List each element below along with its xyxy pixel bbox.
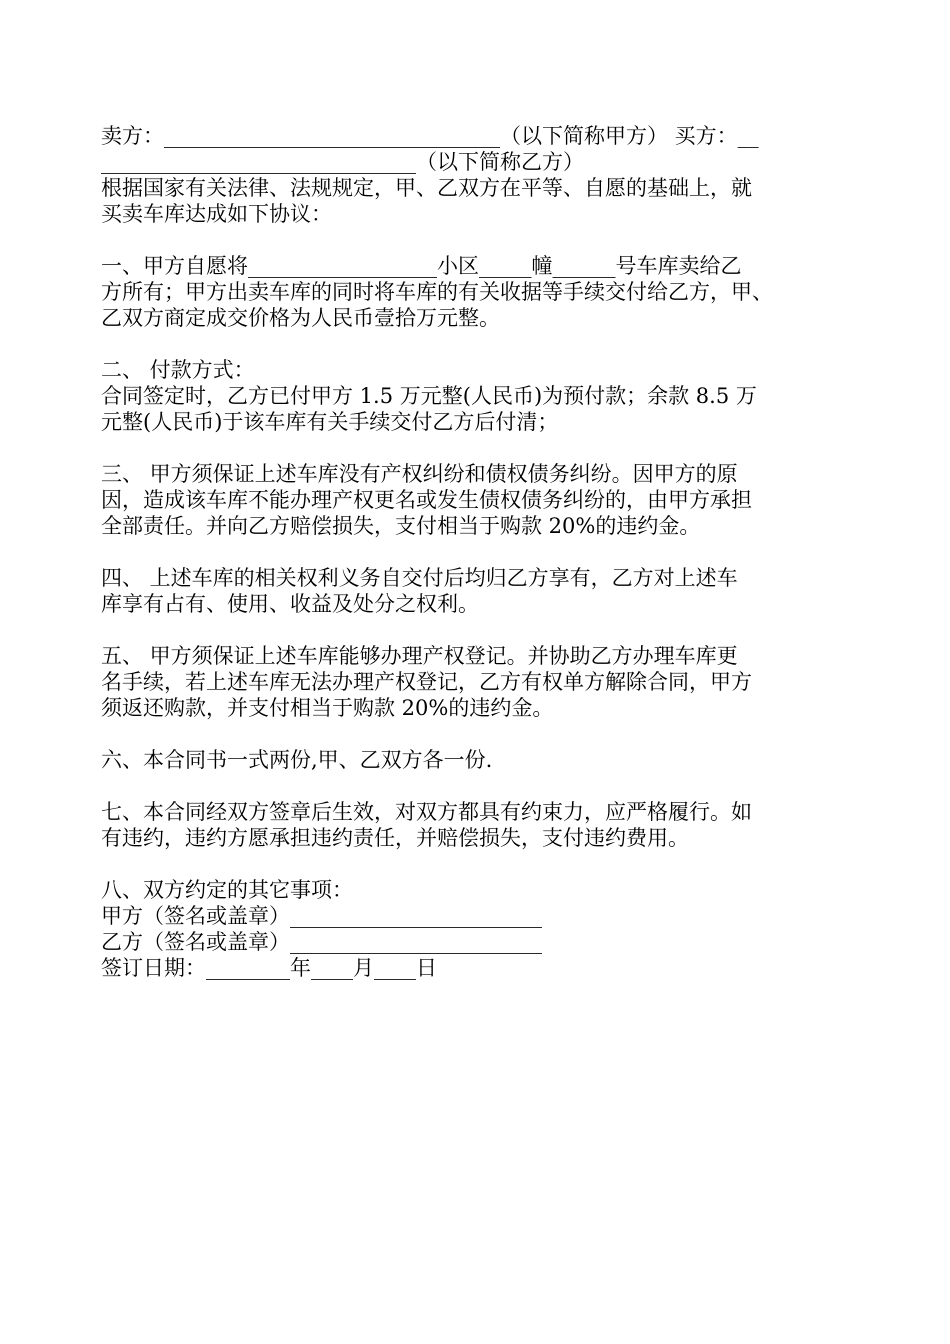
- preamble-line-1: 根据国家有关法律、法规规定，甲、乙双方在平等、自愿的基础上，就: [101, 176, 752, 200]
- paragraph-spacer: [101, 617, 851, 643]
- buyer-continuation-line: ______________________________（以下简称乙方）: [101, 150, 584, 174]
- clause-5-line-1: 五、 甲方须保证上述车库能够办理产权登记。并协助乙方办理车库更: [101, 644, 738, 668]
- party-a-signature-line: 甲方（签名或盖章）________________________: [101, 904, 542, 928]
- contract-document: [101, 123, 851, 981]
- paragraph-spacer: [101, 539, 851, 565]
- clause-6-line-1: 六、本合同书一式两份,甲、乙双方各一份.: [101, 748, 493, 772]
- clause-5-line-3: 须返还购款，并支付相当于购款 20%的违约金。: [101, 696, 554, 720]
- paragraph-spacer: [101, 227, 851, 253]
- paragraph-spacer: [101, 331, 851, 357]
- party-b-signature-line: 乙方（签名或盖章）________________________: [101, 930, 542, 954]
- seller-buyer-line: 卖方：________________________________（以下简称甲方） 买方：__: [101, 124, 759, 148]
- clause-8-heading: 八、双方约定的其它事项：: [101, 878, 353, 902]
- paragraph-spacer: [101, 773, 851, 799]
- clause-1-line-3: 乙双方商定成交价格为人民币壹拾万元整。: [101, 306, 500, 330]
- clause-3-line-1: 三、 甲方须保证上述车库没有产权纠纷和债权债务纠纷。因甲方的原: [101, 462, 738, 486]
- paragraph-spacer: [101, 435, 851, 461]
- clause-3-line-2: 因，造成该车库不能办理产权更名或发生债权债务纠纷的，由甲方承担: [101, 488, 752, 512]
- clause-2-heading: 二、 付款方式：: [101, 358, 255, 382]
- clause-7-line-2: 有违约，违约方愿承担违约责任，并赔偿损失，支付违约费用。: [101, 826, 689, 850]
- clause-5-line-2: 名手续，若上述车库无法办理产权登记，乙方有权单方解除合同，甲方: [101, 670, 752, 694]
- preamble-line-2: 买卖车库达成如下协议：: [101, 202, 332, 226]
- paragraph-spacer: [101, 721, 851, 747]
- signing-date-line: 签订日期：________年____月____日: [101, 956, 437, 980]
- paragraph-spacer: [101, 851, 851, 877]
- clause-7-line-1: 七、本合同经双方签章后生效，对双方都具有约束力，应严格履行。如: [101, 800, 752, 824]
- clause-2-line-1: 合同签定时，乙方已付甲方 1.5 万元整(人民币)为预付款；余款 8.5 万: [101, 384, 757, 408]
- clause-4-line-1: 四、 上述车库的相关权利义务自交付后均归乙方享有，乙方对上述车: [101, 566, 738, 590]
- clause-1-line-1: 一、甲方自愿将__________________小区_____幢______号车库卖给乙: [101, 254, 742, 278]
- clause-4-line-2: 库享有占有、使用、收益及处分之权利。: [101, 592, 479, 616]
- clause-3-line-3: 全部责任。并向乙方赔偿损失，支付相当于购款 20%的违约金。: [101, 514, 701, 538]
- clause-2-line-2: 元整(人民币)于该车库有关手续交付乙方后付清；: [101, 410, 559, 434]
- clause-1-line-2: 方所有；甲方出卖车库的同时将车库的有关收据等手续交付给乙方，甲、: [101, 280, 773, 304]
